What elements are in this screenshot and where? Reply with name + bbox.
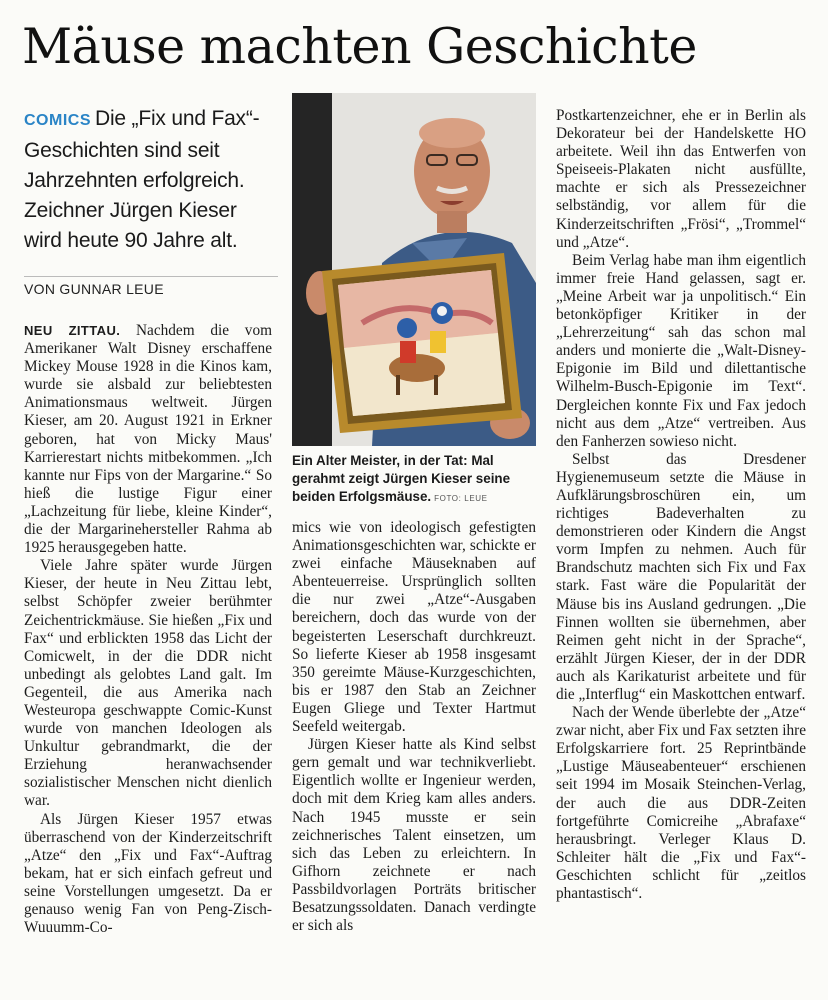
paragraph: Nach der Wende überlebte der „Atze“ zwar nicht, aber Fix und Fax setzten ihre Erfolgskarriere fort. 25 Reprintbände „Lustige Mäuseabenteuer“ erschienen seit 1994 im Mosaik Steinchen-Verlag, der auch die aus DDR-Zeiten fortgeführte Comicreihe „Abrafaxe“ herausbringt. Verleger Klaus D. Schleiter hält die „Fix und Fax“-Geschichten schlicht für „zeitlos phantastisch“. [556, 704, 806, 903]
photo-illustration [292, 93, 536, 446]
paragraph: Jürgen Kieser hatte als Kind selbst gern gemalt und war technikverliebt. Eigentlich wollte er Ingenieur werden, doch mit dem Krieg kam alles anders. Nach 1945 musste er sein zeichnerisches Talent einsetzen, um sich das Leben zu erleichtern. In Gifhorn zeichnete er nach Passbildvorlagen Porträts britischer Besatzungssoldaten. Danach verdingte er sich als [292, 736, 536, 935]
headline: Mäuse machten Geschichte [22, 18, 697, 75]
paragraph: Als Jürgen Kieser 1957 etwas überraschend von der Kinderzeitschrift „Atze“ den „Fix und Fax“-Auftrag bekam, hat er sich einfach gefreut und seine Vorstellungen umgesetzt. Da er genauso wenig Fan von Peng-Zisch-Wuuumm-Co- [24, 810, 272, 937]
kicker: COMICS [24, 112, 91, 129]
teaser-rule [24, 276, 278, 277]
article-column-2 [292, 519, 536, 935]
article-column-1 [24, 322, 272, 937]
paragraph: Viele Jahre später wurde Jürgen Kieser, der heute in Neu Zittau lebt, selbst Schöpfer zweier berühmter Zeichentrickmäuse. Sie hießen „Fix und Fax“ und erblickten 1958 das Licht der Comicwelt, in der die DDR nicht unbedingt als gelobtes Land galt. Im Gegenteil, die aus Amerika nach Westeuropa geschwappte Comic-Kunst wurde von manchen Ideologen als Unkultur gebrandmarkt, die der Erziehung heranwachsender sozialistischer Menschen nicht dienlich war. [24, 557, 272, 810]
teaser-text: Die „Fix und Fax“-Geschichten sind seit Jahrzehnten erfolgreich. Zeichner Jürgen Kieser wird heute 90 Jahre alt. [24, 107, 260, 252]
teaser [24, 104, 278, 277]
paragraph-text: Nachdem die vom Amerikaner Walt Disney erschaffene Mickey Mouse 1928 in die Kinos kam, wurde sie alsbald zur beliebtesten Animationsmaus weltweit. Jürgen Kieser, am 20. August 1921 in Erkner geboren, hat von Micky Maus' Karrierestart nichts mitbekommen. „Ich kannte nur Fips von der Margarine.“ So hieß die lustige Figur einer „Lachzeitung für liebe, kleine Kinder“, die der Margarinehersteller Rahma ab 1925 herausgegeben hatte. [24, 322, 272, 557]
photo-credit: FOTO: LEUE [434, 494, 488, 503]
byline: VON GUNNAR LEUE [24, 281, 164, 297]
paragraph: mics wie von ideologisch gefestigten Animationsgeschichten war, schickte er zwei einfache Mäuseknaben auf Abenteuerreise. Ursprünglich sollten die nur zwei „Atze“-Ausgaben bereichern, doch das wurde von der begeisterten Leserschaft durchkreuzt. So lieferte Kieser ab 1958 insgesamt 350 gereimte Mäuse-Kurzgeschichten, bis er 1987 den Stab an Zeichner Eugen Gliege und Texter Hartmut Seefeld weitergab. [292, 519, 536, 736]
photo [292, 93, 536, 446]
paragraph [24, 322, 272, 557]
caption-text: Ein Alter Meister, in der Tat: Mal gerahmt zeigt Jürgen Kieser seine beiden Erfolgsmäuse. [292, 453, 511, 504]
article-column-3 [556, 107, 806, 903]
paragraph: Postkartenzeichner, ehe er in Berlin als Dekorateur bei der Handelskette HO arbeitete. Weil ihn das Entwerfen von Speiseeis-Plakaten nicht ausfüllte, machte er sich als Pressezeichner selbständig, vor allem für die Kinderzeitschriften „Frösi“, „Trommel“ und „Atze“. [556, 107, 806, 251]
paragraph: Beim Verlag habe man ihm eigentlich immer freie Hand gelassen, sagt er. „Meine Arbeit war ja unpolitisch.“ Ein betonköpfiger Kritiker in der „Lehrerzeitung“ sah das schon mal anders und monierte die „Walt-Disney-Epigonie im Bild und dilettantische Wilhelm-Busch-Epigonie im Text“. Dergleichen konnte Fix und Fax jedoch nicht aus dem „Atze“ vertreiben. Aus den Fanherzen sowieso nicht. [556, 251, 806, 450]
placeline: NEU ZITTAU. [24, 323, 121, 338]
paragraph: Selbst das Dresdener Hygienemuseum setzte die Mäuse in Aufklärungsbroschüren ein, um richtiges Badeverhalten zu demonstrieren oder Kindern die Angst vorm Impfen zu nehmen. Auch für Brandschutz machten sich Fix und Fax stark. Fast wäre die Popularität der Mäuse bis ins Ausland gedrungen. „Die Finnen wollten sie übernehmen, aber Reimen geht nicht in der Sprache“, erzählt Jürgen Kieser, der in der DDR auch als Karikaturist arbeitete und für die „Interflug“ ein Maskottchen entwarf. [556, 450, 806, 703]
photo-caption [292, 452, 538, 508]
